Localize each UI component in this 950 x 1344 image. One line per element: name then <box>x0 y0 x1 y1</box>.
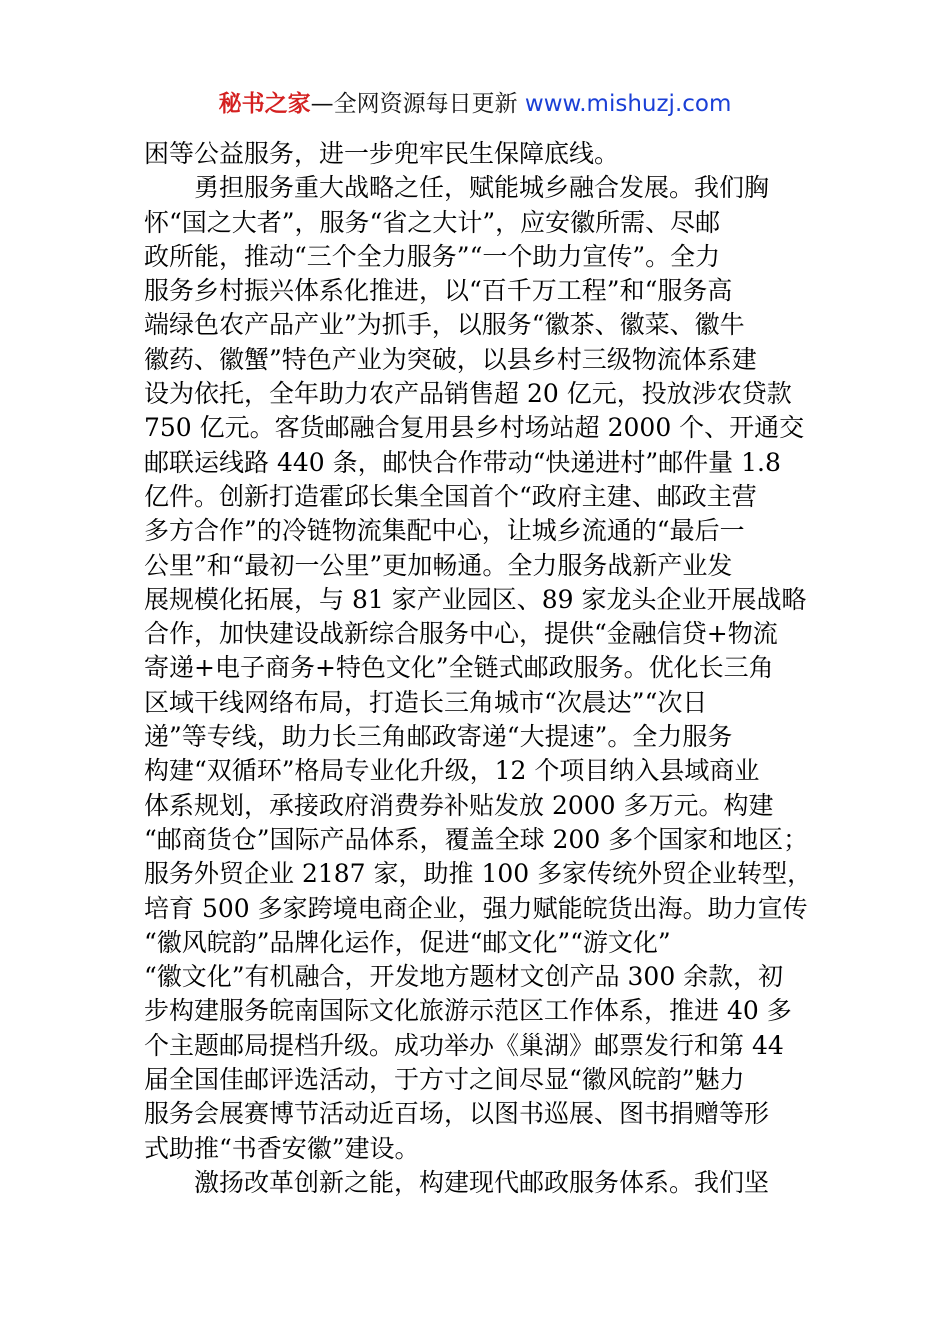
site-url-link[interactable]: www.mishuzj.com <box>524 91 732 117</box>
text-line: 步构建服务皖南国际文化旅游示范区工作体系，推进 40 多 <box>144 996 792 1026</box>
text-line: 递”等专线，助力长三角邮政寄递“大提速”。全力服务 <box>144 722 733 752</box>
site-tagline: —全网资源每日更新 <box>310 91 525 117</box>
text-line: 服务乡村振兴体系化推进，以“百千万工程”和“服务高 <box>144 276 733 306</box>
text-line: 怀“国之大者”，服务“省之大计”，应安徽所需、尽邮 <box>144 207 721 237</box>
text-line: 徽药、徽蟹”特色产业为突破，以县乡村三级物流体系建 <box>144 344 757 374</box>
text-line: 届全国佳邮评选活动，于方寸之间尽显“徽风皖韵”魅力 <box>144 1065 745 1095</box>
text-line: 亿件。创新打造霍邱长集全国首个“政府主建、邮政主营 <box>144 481 757 511</box>
text-line: “邮商货仓”国际产品体系，覆盖全球 200 多个国家和地区； <box>144 824 809 854</box>
paragraph-start-line: 激扬改革创新之能，构建现代邮政服务体系。我们坚 <box>194 1167 770 1197</box>
text-line: 困等公益服务，进一步兜牢民生保障底线。 <box>144 139 620 168</box>
text-line: “徽文化”有机融合，开发地方题材文创产品 300 余款，初 <box>144 962 784 992</box>
text-line: 多方合作”的冷链物流集配中心，让城乡流通的“最后一 <box>144 516 745 546</box>
text-line: 区域干线网络布局，打造长三角城市“次晨达”“次日 <box>144 687 708 717</box>
document-body <box>144 137 814 1200</box>
text-line: 构建“双循环”格局专业化升级，12 个项目纳入县域商业 <box>144 756 760 786</box>
text-line: 培育 500 多家跨境电商企业，强力赋能皖货出海。助力宣传 <box>144 893 808 923</box>
site-brand: 秘书之家 <box>218 91 311 117</box>
text-line: 个主题邮局提档升级。成功举办《巢湖》邮票发行和第 44 <box>144 1030 784 1060</box>
text-line: 服务会展赛博节活动近百场，以图书巡展、图书捐赠等形 <box>144 1099 770 1129</box>
text-line: 式助推“书香安徽”建设。 <box>144 1133 420 1163</box>
text-line: 750 亿元。客货邮融合复用县乡村场站超 2000 个、开通交 <box>144 413 805 443</box>
text-line: 体系规划，承接政府消费券补贴发放 2000 多万元。构建 <box>144 790 774 820</box>
text-line: 合作，加快建设战新综合服务中心，提供“金融信贷+物流 <box>144 619 778 649</box>
text-line: 展规模化拓展，与 81 家产业园区、89 家龙头企业开展战略 <box>144 584 807 614</box>
text-line: 服务外贸企业 2187 家，助推 100 多家传统外贸企业转型， <box>144 859 813 889</box>
site-header <box>0 88 950 120</box>
text-line: 邮联运线路 440 条，邮快合作带动“快递进村”邮件量 1.8 <box>144 447 781 477</box>
paragraph-start-line: 勇担服务重大战略之任，赋能城乡融合发展。我们胸 <box>194 173 770 203</box>
text-line: 政所能，推动“三个全力服务”“一个助力宣传”。全力 <box>144 241 721 271</box>
text-line: “徽风皖韵”品牌化运作，促进“邮文化”“游文化” <box>144 927 671 957</box>
text-line: 端绿色农产品产业”为抓手，以服务“徽茶、徽菜、徽牛 <box>144 310 745 340</box>
text-line: 设为依托，全年助力农产品销售超 20 亿元，投放涉农贷款 <box>144 379 792 409</box>
text-line: 寄递+电子商务+特色文化”全链式邮政服务。优化长三角 <box>144 653 774 683</box>
text-line: 公里”和“最初一公里”更加畅通。全力服务战新产业发 <box>144 550 733 580</box>
